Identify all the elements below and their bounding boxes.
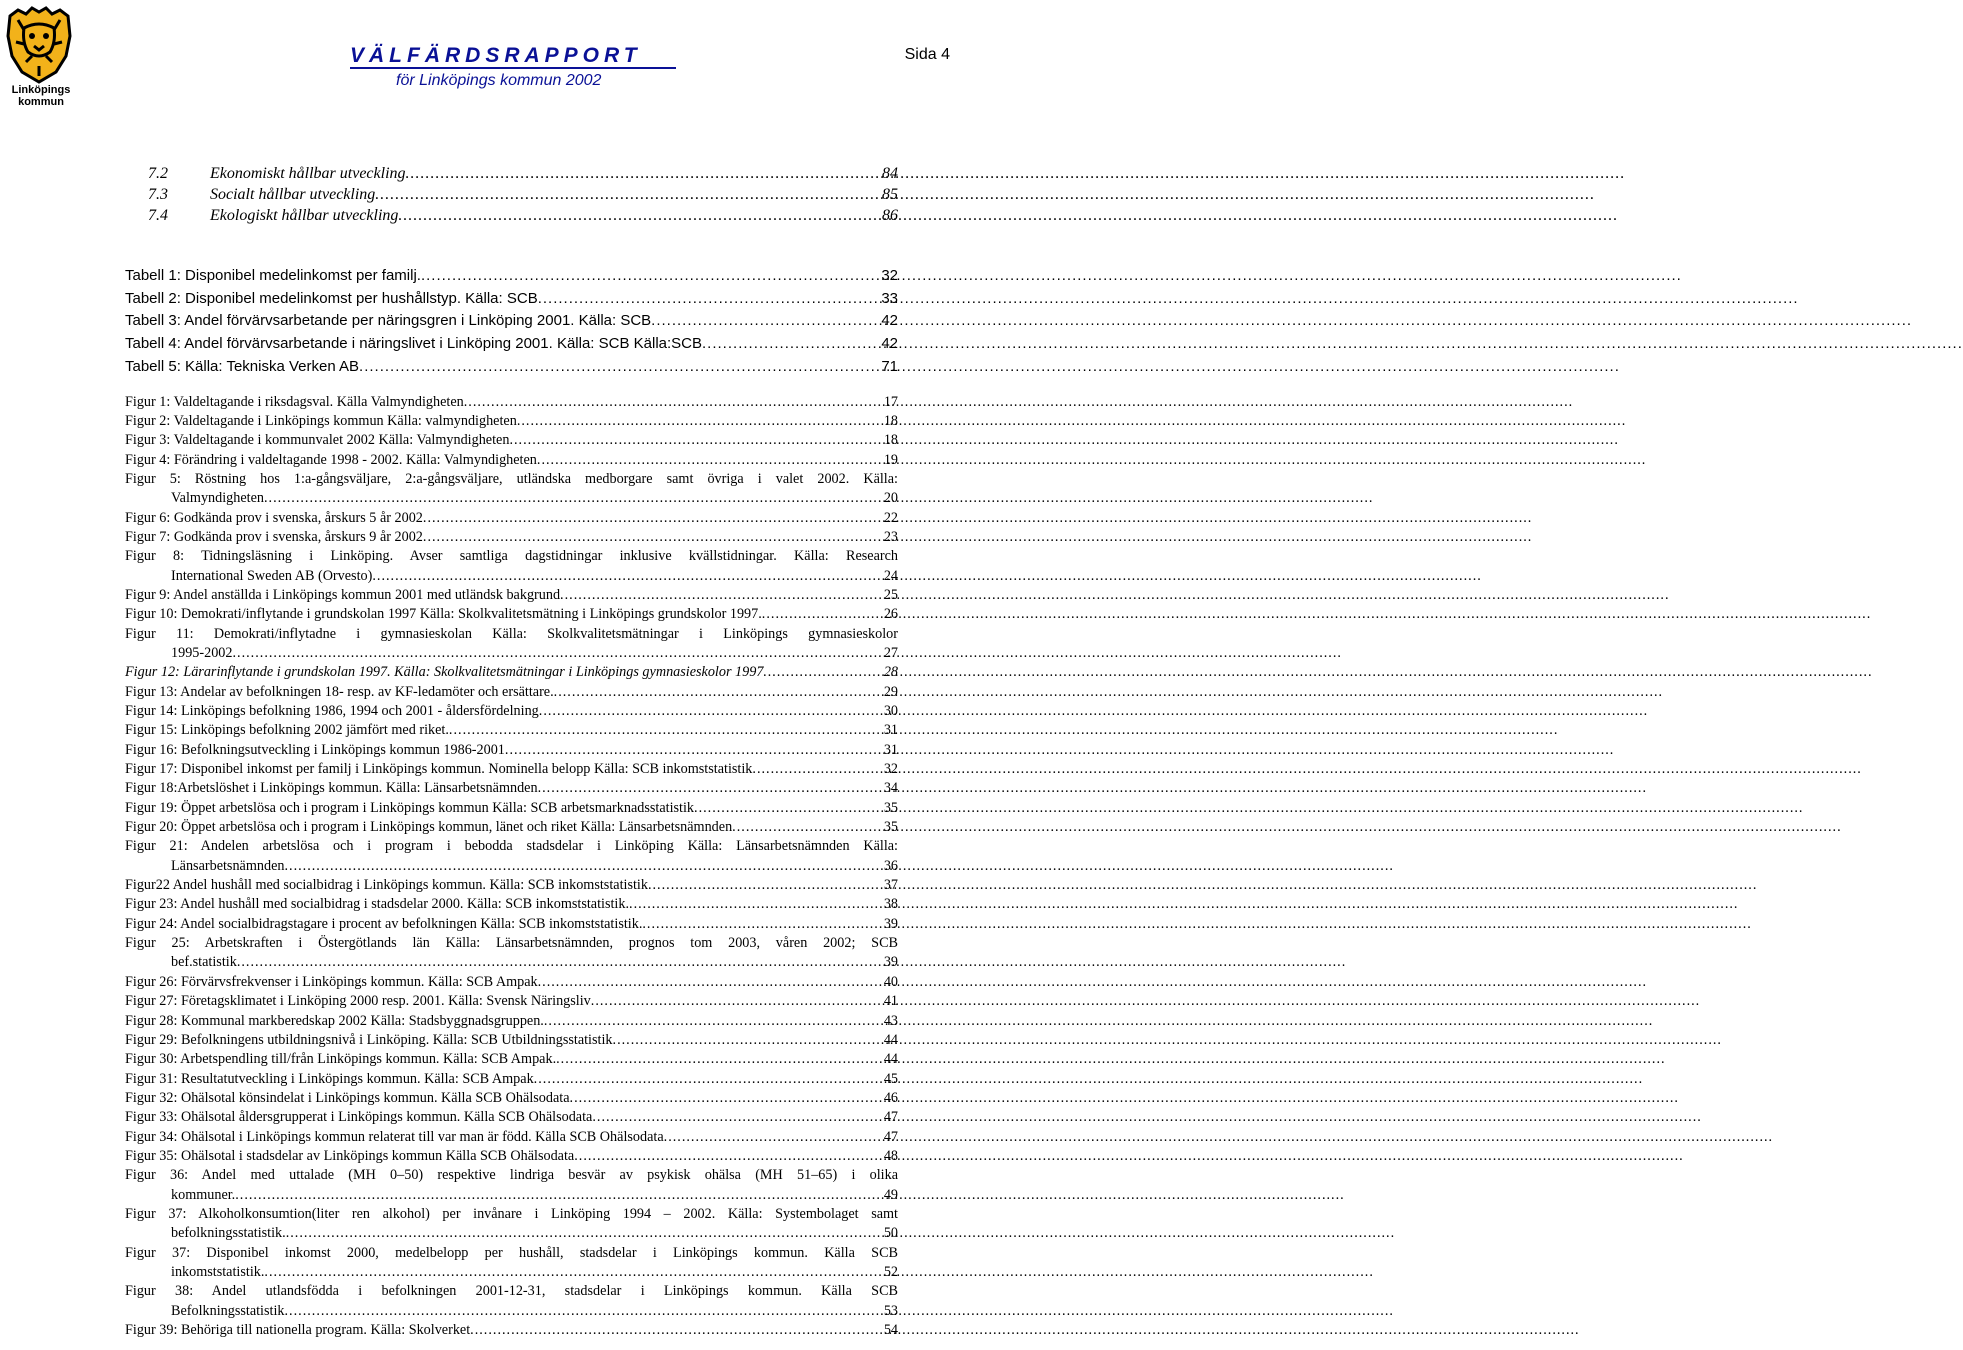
dot-leader [285,1302,883,1321]
toc-figure-entry[interactable] [125,837,898,876]
section-number: 7.2 [148,165,168,182]
figure-caption: Figur 27: Företagsklimatet i Linköping 2000 resp. 2001. Källa: Svensk Näringsliv [125,993,591,1010]
dot-leader [375,184,881,205]
figure-caption-line: kommuner. [171,1186,236,1203]
figure-caption: Figur 32: Ohälsotal könsindelat i Linköpings kommun. Källa SCB Ohälsodata [125,1089,570,1106]
report-subtitle: för Linköpings kommun 2002 [396,72,602,89]
figure-caption: Figur 15: Linköpings befolkning 2002 jämfört med riket. [125,722,449,739]
logo-text [4,84,78,108]
page-ref: 43 [883,1012,898,1029]
page-ref: 27 [883,644,898,661]
page-ref: 49 [883,1186,898,1203]
toc-figure-entry[interactable] [125,973,898,992]
dot-leader [763,663,882,682]
toc-section-entry[interactable] [125,184,898,205]
toc-figure-entry[interactable] [125,451,898,470]
page-ref: 18 [883,412,898,429]
page-ref: 39 [883,915,898,932]
page-ref: 42 [881,335,898,353]
page-ref: 86 [882,207,898,224]
section-title: Ekonomiskt hållbar utveckling [210,165,406,182]
table-caption: Tabell 4: Andel förvärvsarbetande i näringslivet i Linköping 2001. Källa: SCB Källa:SCB [125,335,703,353]
toc-figure-entry[interactable] [125,895,898,914]
toc-figure-entry[interactable] [125,509,898,528]
page-ref: 38 [883,896,898,913]
toc-figure-entry[interactable] [125,663,898,682]
page-ref: 40 [883,973,898,990]
page-ref: 30 [883,703,898,720]
toc-figure-entry[interactable] [125,1108,898,1127]
figure-caption: Figur 39: Behöriga till nationella program. Källa: Skolverket [125,1322,471,1339]
figure-caption: Figur 6: Godkända prov i svenska, årskurs 5 år 2002 [125,509,423,526]
figure-caption: Figur 20: Öppet arbetslösa och i program i Linköpings kommun, länet och riket Källa: Länsarbetsnämnden [125,819,733,836]
page-ref: 29 [883,683,898,700]
page-ref: 32 [881,267,898,284]
figure-caption-continuation [125,644,898,663]
page-ref: 25 [883,586,898,603]
dot-leader [538,288,881,311]
section-list [125,163,898,226]
page-ref: 50 [883,1225,898,1242]
dot-leader [544,1012,883,1031]
dot-leader [449,721,883,740]
figure-caption: Figur 17: Disponibel inkomst per familj i Linköpings kommun. Nominella belopp Källa: SCB inkomststatistik [125,761,753,778]
figure-caption: Figur 31: Resultatutveckling i Linköpings kommun. Källa: SCB Ampak [125,1070,534,1087]
figure-caption: Figur 26: Förvärvsfrekvenser i Linköpings kommun. Källa: SCB Ampak [125,973,538,990]
figure-caption: Figur 23: Andel hushåll med socialbidrag i stadsdelar 2000. Källa: SCB inkomststatistik. [125,896,630,913]
page-ref: 23 [883,528,898,545]
dot-leader [591,992,883,1011]
toc-table-entry[interactable] [125,310,898,333]
page-ref: 39 [883,954,898,971]
report-title: VÄLFÄRDSRAPPORT [350,44,642,67]
figure-caption: Figur 35: Ohälsotal i stadsdelar av Linköpings kommun Källa SCB Ohälsodata [125,1147,575,1164]
page-ref: 31 [883,741,898,758]
section-number: 7.3 [148,186,168,203]
toc-figure-entry[interactable] [125,1166,898,1205]
table-caption: Tabell 2: Disponibel medelinkomst per hushållstyp. Källa: SCB [125,289,538,307]
page-ref: 17 [883,393,898,410]
page-ref: 18 [883,432,898,449]
dot-leader [421,265,880,288]
figure-caption: Figur 16: Befolkningsutveckling i Linköpings kommun 1986-2001 [125,741,505,758]
figure-caption-line: International Sweden AB (Orvesto) [171,567,373,584]
dot-leader [570,1089,883,1108]
page-ref: 44 [883,1051,898,1068]
page-ref: 44 [883,1031,898,1048]
page-header [0,0,960,110]
page-ref: 47 [883,1128,898,1145]
figure-caption-continuation [125,489,898,508]
toc-figure-entry[interactable] [125,470,898,509]
dot-leader [592,1108,882,1127]
figure-caption-line: Länsarbetsnämnden [171,857,285,874]
page-ref: 19 [883,451,898,468]
page-ref: 36 [883,857,898,874]
dot-leader [556,1050,883,1069]
toc-figure-entry[interactable] [125,1147,898,1166]
page-ref: 41 [883,993,898,1010]
dot-leader [702,333,880,356]
figure-caption: Figur 1: Valdeltagande i riksdagsval. Källa Valmyndigheten [125,393,464,410]
figure-caption-continuation [125,1302,898,1321]
toc-section-entry[interactable] [125,205,898,226]
figure-caption: Figur 19: Öppet arbetslösa och i program i Linköpings kommun Källa: SCB arbetsmarknadsstatistik [125,799,695,816]
toc-table-entry[interactable] [125,333,898,356]
dot-leader [642,915,882,934]
dot-leader [470,1321,883,1340]
figure-caption: Figur 4: Förändring i valdeltagande 1998 - 2002. Källa: Valmyndigheten [125,451,537,468]
figure-caption-line: Figur 37: Alkoholkonsumtion(liter ren alkohol) per invånare i Linköping 1994 – 2002. Källa: Systembolaget samt [125,1205,898,1222]
toc-section-entry[interactable] [125,163,898,184]
toc-figure-entry[interactable] [125,799,898,818]
figure-caption: Figur 28: Kommunal markberedskap 2002 Källa: Stadsbyggnadsgruppen. [125,1012,544,1029]
figure-caption: Figur 9: Andel anställda i Linköpings kommun 2001 med utländsk bakgrund [125,586,561,603]
page-ref: 28 [883,664,898,681]
dot-leader [752,760,882,779]
dot-leader [574,1147,883,1166]
table-of-contents [125,163,898,1340]
toc-figure-entry[interactable] [125,1321,898,1340]
dot-leader [423,509,883,528]
figure-caption: Figur 29: Befolkningens utbildningsnivå i Linköping. Källa: SCB Utbildningsstatistik [125,1031,613,1048]
figure-caption-line: Valmyndigheten [171,490,264,507]
dot-leader [359,356,880,379]
figure-caption-line: Figur 36: Andel med uttalade (MH 0–50) respektive lindriga besvär av psykisk ohälsa (MH 51–65) i olika [125,1167,898,1184]
page-ref: 71 [881,357,898,375]
title-underline [350,67,676,69]
toc-figure-entry[interactable] [125,605,898,624]
dot-leader [732,818,883,837]
table-caption: Tabell 3: Andel förvärvsarbetande per näringsgren i Linköping 2001. Källa: SCB [125,312,652,330]
figure-caption-continuation [125,857,898,876]
dot-leader [648,876,883,895]
page-ref: 20 [883,490,898,507]
toc-figure-entry[interactable] [125,528,898,547]
figure-caption-line: Befolkningsstatistik [171,1302,285,1319]
figure-caption: Figur 10: Demokrati/inflytande i grundskolan 1997 Källa: Skolkvalitetsmätning i Linköpings grundskolor 1997. [125,606,762,623]
dot-leader [534,1070,883,1089]
toc-figure-entry[interactable] [125,876,898,895]
toc-figure-entry[interactable] [125,1050,898,1069]
toc-figure-entry[interactable] [125,1244,898,1283]
toc-figure-entry[interactable] [125,683,898,702]
toc-figure-entry[interactable] [125,547,898,586]
figure-caption: Figur 24: Andel socialbidragstagare i procent av befolkningen Källa: SCB inkomststatistik. [125,915,643,932]
page-ref: 46 [883,1089,898,1106]
dot-leader [538,973,883,992]
toc-figure-entry[interactable] [125,1012,898,1031]
dot-leader [372,567,882,586]
toc-figure-entry[interactable] [125,431,898,450]
dot-leader [613,1031,883,1050]
figure-caption-continuation [125,1263,898,1282]
dot-leader [509,431,882,450]
figure-caption-line: Figur 38: Andel utlandsfödda i befolkningen 2001-12-31, stadsdelar i Linköpings kommun. Källa SCB [125,1283,898,1300]
figure-caption-line: Figur 11: Demokrati/inflytadne i gymnasieskolan Källa: Skolkvalitetsmätningar i Linköpings gymnasieskolor [125,625,898,642]
dot-leader [464,393,883,412]
linkoping-lion-logo [4,6,74,108]
page-ref: 54 [883,1322,898,1339]
page-ref: 48 [883,1147,898,1164]
page-ref: 37 [883,877,898,894]
figure-caption: Figur22 Andel hushåll med socialbidrag i Linköpings kommun. Källa: SCB inkomststatistik [125,877,648,894]
page-ref: 35 [883,799,898,816]
figure-caption-line: Figur 8: Tidningsläsning i Linköping. Avser samtliga dagstidningar inklusive kvällstidningar. Källa: Research [125,548,898,565]
figure-caption-continuation [125,1186,898,1205]
toc-figure-entry[interactable] [125,741,898,760]
toc-figure-entry[interactable] [125,1128,898,1147]
figure-caption: Figur 30: Arbetspendling till/från Linköpings kommun. Källa: SCB Ampak. [125,1051,557,1068]
figure-caption: Figur 7: Godkända prov i svenska, årskurs 9 år 2002 [125,528,423,545]
dot-leader [651,310,880,333]
figure-caption: Figur 14: Linköpings befolkning 1986, 1994 och 2001 - åldersfördelning [125,703,539,720]
dot-leader [237,953,883,972]
page-ref: 22 [883,509,898,526]
toc-figure-entry[interactable] [125,393,898,412]
page-ref: 26 [883,606,898,623]
toc-figure-entry[interactable] [125,586,898,605]
dot-leader [539,702,883,721]
toc-table-entry[interactable] [125,288,898,311]
dot-leader [235,1186,883,1205]
toc-figure-entry[interactable] [125,1282,898,1321]
page-ref: 53 [883,1302,898,1319]
dot-leader [264,489,883,508]
toc-figure-entry[interactable] [125,412,898,431]
dot-leader [694,799,883,818]
figure-caption: Figur 33: Ohälsotal åldersgrupperat i Linköpings kommun. Källa SCB Ohälsodata [125,1109,593,1126]
dot-leader [286,1224,883,1243]
figure-caption-line: Figur 21: Andelen arbetslösa och i program i bebodda stadsdelar i Linköping Källa: Länsarbetsnämnden Källa: [125,838,898,855]
toc-figure-entry[interactable] [125,1089,898,1108]
page-ref: 85 [882,186,898,203]
figure-caption-line: Figur 25: Arbetskraften i Östergötlands län Källa: Länsarbetsnämnden, prognos tom 2003, våren 2002; SCB [125,935,898,952]
toc-figure-entry[interactable] [125,934,898,973]
table-caption: Tabell 1: Disponibel medelinkomst per familj. [125,267,421,284]
dot-leader [560,586,883,605]
dot-leader [423,528,883,547]
page-ref: 42 [881,312,898,330]
page-ref: 24 [883,567,898,584]
section-title: Ekologiskt hållbar utveckling [210,207,399,224]
toc-figure-entry[interactable] [125,625,898,664]
dot-leader [264,1263,882,1282]
dot-leader [398,205,881,226]
toc-table-entry[interactable] [125,356,898,379]
figure-caption-continuation [125,1224,898,1243]
lion-crest-icon [4,6,74,84]
toc-figure-entry[interactable] [125,915,898,934]
dot-leader [537,451,883,470]
page-ref: 52 [883,1263,898,1280]
dot-leader [629,895,883,914]
table-caption: Tabell 5: Källa: Tekniska Verken AB [125,357,360,375]
page-ref: 32 [883,761,898,778]
figure-caption: Figur 34: Ohälsotal i Linköpings kommun relaterat till var man är född. Källa SCB Ohälsodata [125,1128,664,1145]
dot-leader [762,605,883,624]
toc-figure-entry[interactable] [125,702,898,721]
section-title: Socialt hållbar utveckling [210,186,376,203]
figure-caption-line: inkomststatistik. [171,1263,265,1280]
logo-line-2: kommun [18,96,64,108]
figure-caption-continuation [125,567,898,586]
section-number: 7.4 [148,207,168,224]
toc-figure-entry[interactable] [125,721,898,740]
page-number: Sida 4 [904,46,950,63]
figure-caption: Figur 13: Andelar av befolkningen 18- resp. av KF-ledamöter och ersättare. [125,683,554,700]
dot-leader [406,163,881,184]
page-ref: 34 [883,780,898,797]
figure-caption-line: Figur 37: Disponibel inkomst 2000, medelbelopp per hushåll, stadsdelar i Linköpings kommun. Källa SCB [125,1244,898,1261]
page-ref: 35 [883,819,898,836]
toc-figure-entry[interactable] [125,992,898,1011]
toc-figure-entry[interactable] [125,818,898,837]
logo-line-1: Linköpings [11,84,71,96]
page-ref: 31 [883,722,898,739]
dot-leader [505,741,883,760]
figure-caption-continuation [125,953,898,972]
toc-figure-entry[interactable] [125,1205,898,1244]
toc-figure-entry[interactable] [125,1070,898,1089]
page-ref: 84 [882,165,898,182]
figure-list [125,393,898,1341]
toc-figure-entry[interactable] [125,1031,898,1050]
figure-caption-line: bef.statistik [171,954,237,971]
dot-leader [284,857,882,876]
table-list [125,265,898,379]
dot-leader [232,644,882,663]
figure-caption-line: Figur 5: Röstning hos 1:a-gångsväljare, 2:a-gångsväljare, utländska medborgare samt övriga i valet 2002. Källa: [125,470,898,487]
toc-figure-entry[interactable] [125,760,898,779]
page-ref: 33 [881,289,898,307]
dot-leader [517,412,883,431]
figure-caption-line: befolkningsstatistik. [171,1225,286,1242]
figure-caption: Figur 12: Lärarinflytande i grundskolan 1997. Källa: Skolkvalitetsmätningar i Linköpings gymnasieskolor 1997 [125,664,764,681]
page-ref: 45 [883,1070,898,1087]
dot-leader [538,779,883,798]
dot-leader [554,683,883,702]
figure-caption: Figur 3: Valdeltagande i kommunvalet 2002 Källa: Valmyndigheten [125,432,510,449]
figure-caption: Figur 2: Valdeltagande i Linköpings kommun Källa: valmyndigheten [125,412,517,429]
figure-caption: Figur 18:Arbetslöshet i Linköpings kommun. Källa: Länsarbetsnämnden [125,780,538,797]
dot-leader [664,1128,883,1147]
toc-figure-entry[interactable] [125,779,898,798]
figure-caption-line: 1995-2002 [171,644,233,661]
page-ref: 47 [883,1109,898,1126]
toc-table-entry[interactable] [125,265,898,288]
